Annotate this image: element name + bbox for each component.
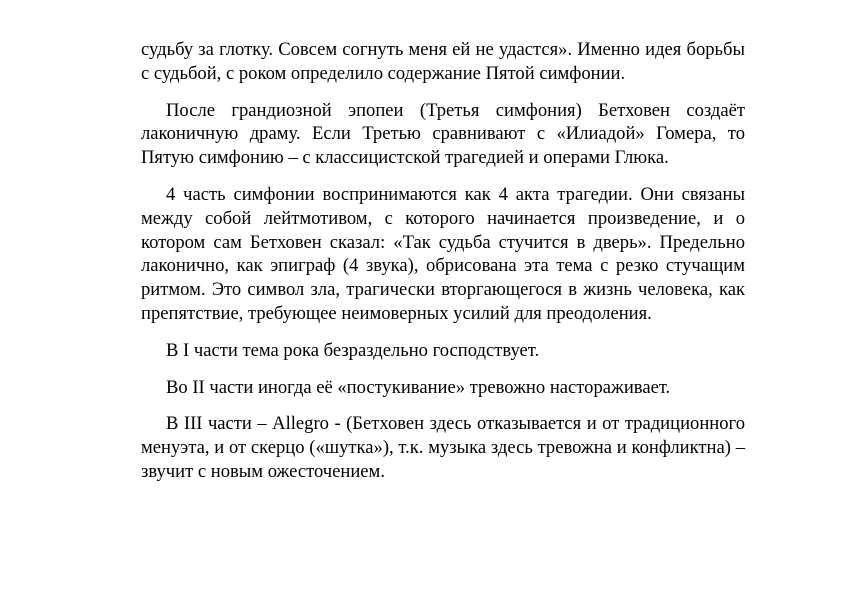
document-body (141, 38, 745, 497)
paragraph-four-movements: 4 часть симфонии воспринимаются как 4 акта трагедии. Они связаны между собой лейтмотивом, с которого начинается произведение, и о котором сам Бетховен сказал: «Так судьба стучится в дверь». Предельно лаконично, как эпиграф (4 звука), обрисована эта тема с резко стучащим ритмом. Это символ зла, трагически вторгающегося в жизнь человека, как препятствие, требующее неимоверных усилий для преодоления. (141, 183, 745, 324)
paragraph-part-one: В I части тема рока безраздельно господствует. (166, 339, 540, 361)
paragraph-part-three: В III части – Allegro - (Бетховен здесь отказывается и от традиционного менуэта, и от скерцо («шутка»), т.к. музыка здесь тревожна и конфликтна) – звучит с новым ожесточением. (141, 413, 745, 482)
paragraph-part-two: Во II части иногда её «постукивание» тревожно настораживает. (166, 376, 671, 398)
paragraph-third-symphony: После грандиозной эпопеи (Третья симфония) Бетховен создаёт лаконичную драму. Если Третью сравнивают с «Илиадой» Гомера, то Пятую симфонию – с классицистской трагедией и операми Глюка. (141, 99, 745, 169)
paragraph-continuation: судьбу за глотку. Совсем согнуть меня ей не удастся». Именно идея борьбы с судьбой, с роком определило содержание Пятой симфонии. (141, 39, 745, 84)
